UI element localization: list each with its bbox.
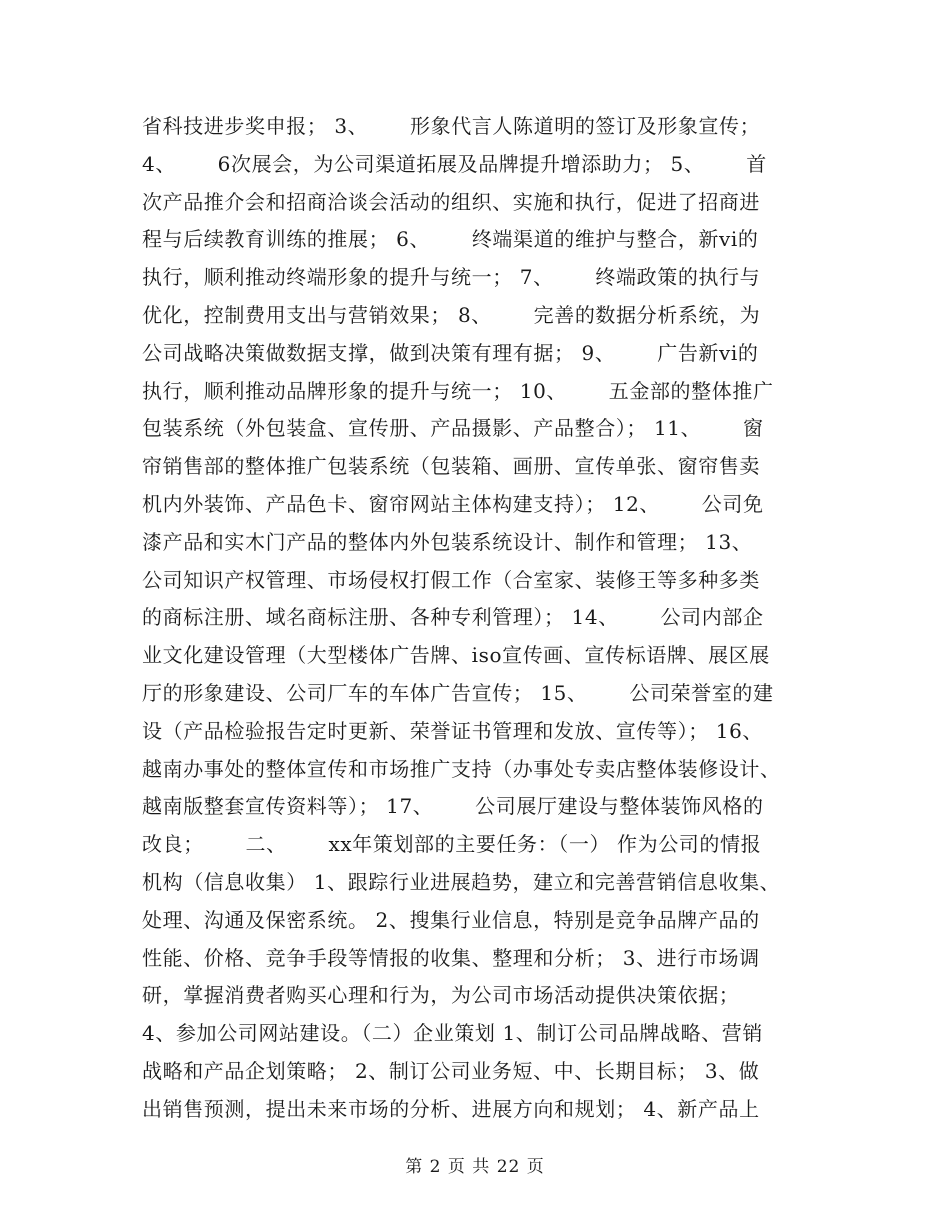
text-line: 省科技进步奖申报； 3、 形象代言人陈道明的签订及形象宣传；: [142, 114, 761, 138]
text-line: 4、参加公司网站建设。（二）企业策划 1、制订公司品牌战略、营销: [142, 1021, 764, 1046]
text-line: 设（产品检验报告定时更新、荣誉证书管理和发放、宣传等）； 16、: [142, 718, 764, 743]
text-line: 越南办事处的整体宣传和市场推广支持（办事处专卖店整体装修设计、: [142, 756, 781, 781]
text-line: 优化，控制费用支出与营销效果； 8、 完善的数据分析系统，为: [142, 302, 761, 327]
text-line: 的商标注册、域名商标注册、各种专利管理）； 14、 公司内部企: [142, 605, 764, 630]
text-line: 公司战略决策做数据支撑，做到决策有理有据； 9、 广告新vi的: [142, 340, 759, 365]
text-line: 厅的形象建设、公司厂车的车体广告宣传； 15、 公司荣誉室的建: [142, 680, 774, 705]
text-line: 机构（信息收集） 1、跟踪行业进展趋势，建立和完善营销信息收集、: [142, 869, 781, 894]
text-line: 公司知识产权管理、市场侵权打假工作（合室家、装修王等多种多类: [142, 567, 760, 592]
text-line: 帘销售部的整体推广包装系统（包装箱、画册、宣传单张、窗帘售卖: [142, 454, 760, 479]
page-number-footer: 第 2 页 共 22 页: [405, 1157, 545, 1177]
body-text: [142, 108, 812, 1129]
text-line: 漆产品和实木门产品的整体内外包装系统设计、制作和管理； 13、: [142, 529, 753, 554]
text-line: 出销售预测，提出未来市场的分析、进展方向和规划； 4、新产品上: [142, 1096, 760, 1121]
text-line: 研，掌握消费者购买心理和行为，为公司市场活动提供决策依据；: [142, 983, 740, 1008]
text-line: 执行，顺利推动终端形象的提升与统一； 7、 终端政策的执行与: [142, 265, 761, 290]
text-line: 业文化建设管理（大型楼体广告牌、iso宣传画、宣传标语牌、展区展: [142, 643, 770, 668]
text-line: 战略和产品企划策略； 2、制订公司业务短、中、长期目标； 3、做: [142, 1058, 760, 1083]
text-line: 改良； 二、 xx年策划部的主要任务：（一） 作为公司的情报: [142, 832, 762, 857]
text-line: 越南版整套宣传资料等）； 17、 公司展厅建设与整体装饰风格的: [142, 794, 764, 819]
text-line: 包装系统（外包装盒、宣传册、产品摄影、产品整合）； 11、 窗: [142, 416, 764, 441]
text-line: 机内外装饰、产品色卡、窗帘网站主体构建支持）； 12、 公司免: [142, 491, 764, 516]
text-line: 执行，顺利推动品牌形象的提升与统一； 10、 五金部的整体推广: [142, 378, 774, 403]
text-line: 4、 6次展会，为公司渠道拓展及品牌提升增添助力； 5、 首: [142, 151, 767, 176]
text-line: 性能、价格、竞争手段等情报的收集、整理和分析； 3、进行市场调: [142, 945, 760, 970]
text-line: 处理、沟通及保密系统。 2、搜集行业信息，特别是竞争品牌产品的: [142, 907, 760, 932]
text-line: 次产品推介会和招商洽谈会活动的组织、实施和执行，促进了招商进: [142, 189, 760, 214]
text-line: 程与后续教育训练的推展； 6、 终端渠道的维护与整合，新vi的: [142, 227, 759, 252]
